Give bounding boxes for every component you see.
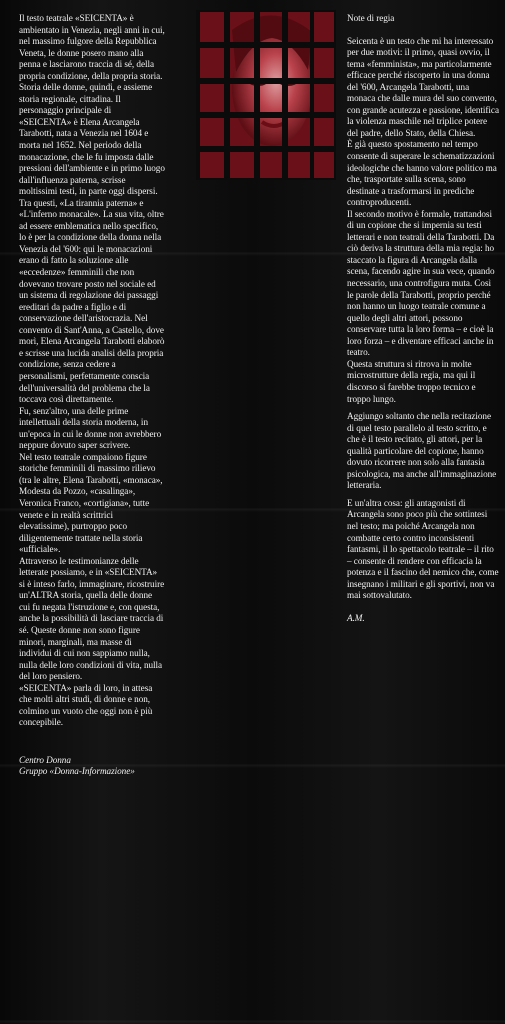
signature-gruppo: Gruppo «Donna-Informazione» (19, 766, 135, 777)
left-paragraph-1: Il testo teatrale «SEICENTA» è ambientato in Venezia, negli anni in cui, nel massimo fulgore della Repubblica Veneta, le donne posero mano alla penna e lasciarono traccia di sé, della propria condizione, della propria storia. (19, 13, 165, 81)
right-paragraph-2: È già questo spostamento nel tempo consente di superare le schematizzazioni ideologiche che hanno valore politico ma che, trasportate sulla scena, sono destinate a trasformarsi in prediche controproducenti. (347, 139, 497, 208)
director-initials: A.M. (347, 612, 365, 623)
left-paragraph-4: Nel testo teatrale compaiono figure storiche femminili di massimo rilievo (tra le altre, Elena Tarabotti, «monaca», Modesta da Pozzo, «casalinga», Veronica Franco, «cortigiana», tutte venete e in realtà scrittrici elevatissime), purtroppo poco diligentemente trattate nella storia «ufficiale». (19, 451, 163, 555)
right-paragraph-6: E un'altra cosa: gli antagonisti di Arcangela sono poco più che sottintesi nel testo; ma poiché Arcangela non combatte certo contro inconsistenti fantasmi, il lo spettacolo teatrale – il rito – consente di rendere con efficacia la potenza e il fascino del nemico che, come insegnano i militari e gli sportivi, non va mai sottovalutato. (347, 497, 499, 601)
left-paragraph-3: Fu, senz'altro, una delle prime intellettuali della storia moderna, in un'epoca in cui le donne non avrebbero neppure dovuto saper scrivere. (19, 405, 162, 451)
signature-centro-donna: Centro Donna (19, 754, 71, 765)
left-paragraph-6: «SEICENTA» parla di loro, in attesa che molti altri studi, di donne e non, colmino un vuoto che oggi non è più concepibile. (19, 682, 153, 728)
left-paragraph-5: Attraverso le testimonianze delle letterate possiamo, e in «SEICENTA» si è inteso farlo, immaginare, ricostruire un'ALTRA storia, quella delle donne cui fu negata l'istruzione e, con questa, anche la possibilità di lasciare traccia di sé. Queste donne non sono figure minori, marginali, ma masse di individui di cui non sappiamo nulla, nulla delle loro condizioni di vita, nulla del loro pensiero. (19, 555, 165, 682)
right-column (347, 13, 499, 624)
right-paragraph-4: Questa struttura si ritrova in molte microstrutture della regia, ma qui il discorso si farebbe troppo tecnico e troppo lungo. (347, 358, 476, 404)
right-paragraph-5: Aggiungo soltanto che nella recitazione di quel testo parallelo al testo scritto, e che è il testo recitato, gli attori, per la qualità particolare del copione, hanno dovuto ricorrere non solo alla fantasia psicologica, ma anche all'immaginazione letteraria. (347, 411, 497, 491)
director-notes-heading: Note di regia (347, 13, 395, 23)
portrait-behind-grid-icon (196, 10, 336, 180)
right-paragraph-3: Il secondo motivo è formale, trattandosi di un copione che si impernia su testi letterari e non teatrali della Tarabotti. Da ciò deriva la struttura della mia regia: ho staccato la figura di Arcangela dalla scena, facendo agire in sua vece, quando necessario, una controfigura muta. Così le parole della Tarabotti, proprio perché non hanno un luogo teatrale comune a quello degli altri attori, possono conservare tutta la loro forma – e cioè la loro forza – e diventare efficaci anche in teatro. (347, 208, 495, 358)
right-paragraph-1: Seicenta è un testo che mi ha interessato per due motivi: il primo, quasi ovvio, il tema «femminista», ma particolarmente efficace perché riscoperto in una donna del '600, Arcangela Tarabotti, una monaca che dalle mura del suo convento, con grande acutezza e passione, identifica la violenza maschile nel triplice potere del padre, dello Stato, della Chiesa. (347, 35, 499, 138)
left-column (19, 13, 165, 778)
left-paragraph-2: Storia delle donne, quindi, e assieme storia regionale, cittadina. Il personaggio principale di «SEICENTA» è Elena Arcangela Tarabotti, nata a Venezia nel 1604 e morta nel 1652. Nel periodo della monacazione, che le fu imposta dalle pressioni dell'ambiente e in primo luogo dall'influenza paterna, scrisse moltissimi testi, in parte oggi dispersi. Tra questi, «La tirannia paterna» e «L'inferno monacale». La sua vita, oltre ad essere emblematica nello specifico, lo è per la condizione della donna nella Venezia del '600: qui le monacazioni erano di fatto la soluzione alle «eccedenze» femminili che non dovevano trovare posto nel sociale ed un sistema di regolazione dei passaggi ereditari da padre a figlio e di conservazione dell'aristocrazia. Nel convento di Sant'Anna, a Castello, dove morì, Elena Arcangela Tarabotti elaborò e scrisse una lucida analisi della propria condizione, senza cedere a personalismi, perfettamente conscia dell'universalità del problema che la toccava così direttamente. (19, 82, 165, 405)
